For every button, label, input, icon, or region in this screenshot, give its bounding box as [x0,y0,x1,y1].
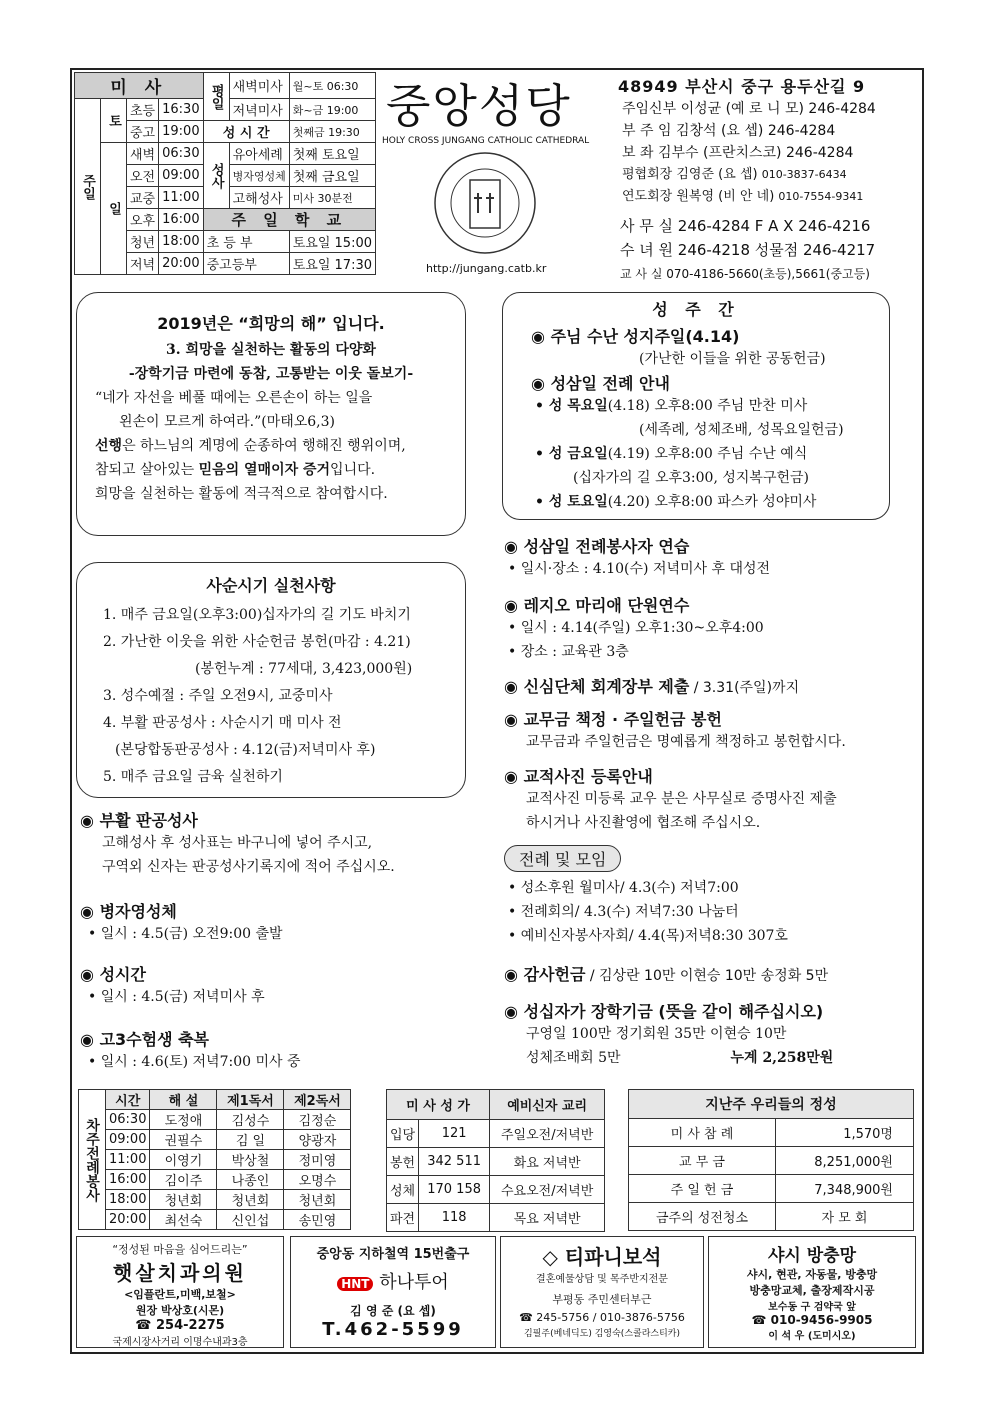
holy-week-title: 성 주 간 [652,300,740,319]
right-notices [504,534,904,1070]
scholarship-title: ◉ 성십자가 장학기금 (뜻을 같이 해주십시오) [504,1002,824,1021]
ad-name: 햇살치과의원 [113,1261,247,1285]
sun-mass-time: 18:00 [162,234,200,249]
lent-line: (본당합동판공성사 : 4.12(금)저녁미사 후) [115,742,376,758]
service-row: 06:30 도정애 김성수 김정순 [79,1110,351,1130]
cathedral-seal-icon [420,148,550,258]
service-header: 제1독서 [217,1090,284,1110]
weekday-mass-time: 화~금 19:00 [289,99,375,121]
sun-mass-name: 새벽 [127,143,159,164]
sun-mass-name: 교중 [127,187,159,208]
notice-title: ◉ 레지오 마리애 단원연수 [504,596,690,615]
ad-line: 보수동 구 검약국 앞 [768,1302,856,1313]
notice-line: 교적사진 미등록 교우 분은 사무실로 증명사진 제출 [526,791,837,807]
lent-practice-box [76,562,466,798]
holy-hour-label: 성 시 간 [203,121,289,143]
mass-schedule-table [74,72,376,275]
ad-tiffany-jewelry[interactable] [500,1236,704,1348]
church-name: 중앙성당 [386,79,572,133]
weekday-label: 평일 [203,73,229,121]
ad-line: 샤시, 현관, 자동물, 방충망 [746,1268,878,1281]
sat-mass-name: 중고 [127,121,159,142]
notice-title: ◉ 성시간 [80,965,146,984]
hymn-row: 입당 121 주일오전/저녁반 [387,1120,605,1148]
left-notices [80,808,470,1074]
church-subtitle: HOLY CROSS JUNGANG CATHOLIC CATHEDRAL [382,136,590,146]
ad-line: 중앙동 지하철역 15번출구 [316,1247,470,1262]
ad-hanatour[interactable] [290,1236,496,1348]
lent-line: 5. 매주 금요일 금육 실천하기 [103,769,283,785]
staff-list [622,98,876,208]
ad-line: 이 석 우 (도미시오) [768,1331,856,1342]
notice-title: ◉ 고3수험생 축복 [80,1030,210,1049]
notice-line: • 일시 : 4.14(주일) 오후1:30~오후4:00 [508,620,764,636]
hope-body: 희망을 실천하는 활동에 적극적으로 참여합시다. [95,486,388,502]
triduum-day: • 성 금요일(4.19) 오후8:00 주님 수난 예식 [535,446,808,462]
service-row: 16:00 김이주 나종인 오명수 [79,1170,351,1190]
hymn-row: 봉헌 342 511 화요 저녁반 [387,1148,605,1176]
ad-brand: HNT 하나투어 [291,1268,495,1294]
scholarship-line: 구영일 100만 정기회원 35만 이현승 10만 [526,1026,787,1042]
notice-line: • 일시·장소 : 4.10(수) 저녁미사 후 대성전 [508,561,771,577]
ad-line: 김 영 준 (요 셉) [350,1304,436,1318]
hope-year-box [76,292,466,536]
hope-body: 참되고 살아있는 믿음의 열매이자 증거입니다. [95,462,376,478]
school-time: 토요일 15:00 [289,231,375,253]
ad-name: 샤시 방충망 [767,1246,857,1266]
service-row: 09:00 권필수 김 일 양광자 [79,1130,351,1150]
offering-title: 지난주 우리들의 정성 [629,1090,914,1119]
sunday-school-header: 주 일 학 교 [203,209,375,231]
triduum-sub: (십자가의 길 오후3:00, 성지복구헌금) [573,470,809,486]
lent-title: 사순시기 실천사항 [206,576,336,595]
palm-sunday-sub: (가난한 이들을 위한 공동헌금) [639,351,826,367]
ad-line: 결혼예물상담 및 목주반지전문 [536,1274,668,1285]
hnt-logo-icon: HNT [337,1277,373,1291]
service-side-label: 차주전례봉사 [79,1090,106,1230]
offering-row: 미 사 참 례 1,570명 [629,1119,914,1147]
offering-row: 교 무 금 8,251,000원 [629,1147,914,1175]
staff-row: 연도회장 원복영 (비 안 네) 010-7554-9341 [622,189,864,204]
notice-line: 교무금과 주일헌금은 명예롭게 책정하고 봉헌합시다. [526,734,846,750]
weekday-mass-time: 월~토 06:30 [289,73,375,99]
service-header: 제2독서 [284,1090,351,1110]
notice-line: 하시거나 사진촬영에 협조해 주십시오. [526,815,761,831]
school-name: 초 등 부 [203,231,289,253]
hope-title: 2019년은 “희망의 해” 입니다. [157,314,385,333]
school-time: 토요일 17:30 [289,253,375,275]
notice-line: • 일시 : 4.6(토) 저녁7:00 미사 중 [88,1054,301,1070]
hymn-catechism-table [386,1089,605,1232]
meeting-line: • 성소후원 월미사/ 4.3(수) 저녁7:00 [508,880,739,896]
ad-line: 김필주(베네딕도) 김영숙(스콜라스티카) [523,1329,680,1339]
notice-title: ◉ 신심단체 회계장부 제출 / 3.31(주일)까지 [504,677,800,696]
staff-row: 평협회장 김영준 (요 셉) 010-3837-6434 [622,167,847,182]
service-row: 18:00 청년회 청년회 청년회 [79,1190,351,1210]
catechism-header: 예비신자 교리 [490,1090,605,1120]
lent-line: 1. 매주 금요일(오후3:00)십자가의 길 기도 바치기 [103,607,411,623]
sun-mass-time: 20:00 [162,256,200,271]
hymn-row: 성체 170 158 수요오전/저녁반 [387,1176,605,1204]
ad-phone: ☎ 010-9456-9905 [751,1313,873,1327]
sacrament-name: 고해성사 [229,187,289,209]
sun-mass-time: 11:00 [162,190,200,205]
staff-row: 부 주 임 김창석 (요 셉) 246-4284 [622,123,836,139]
sacrament-name: 병자영성체 [229,165,289,187]
sun-label: 일 [101,143,127,275]
ad-line: <임플란트,미백,보철> [124,1288,236,1301]
ad-line: “정성된 마음을 심어드리는” [112,1243,248,1256]
lent-line: (봉헌누계 : 77세대, 3,423,000원) [195,661,413,677]
sun-mass-name: 오전 [127,165,159,186]
sat-mass-time: 19:00 [162,124,200,139]
sacrament-time: 미사 30분전 [289,187,375,209]
meeting-line: • 전례회의/ 4.3(수) 저녁7:30 나눔터 [508,904,739,920]
school-name: 중고등부 [203,253,289,275]
notice-title: ◉ 교적사진 등록안내 [504,767,653,786]
ad-name: ◇ 티파니보석 [542,1245,662,1269]
church-url[interactable]: http://jungang.catb.kr [426,262,547,275]
sun-mass-time: 06:30 [162,146,200,161]
hope-quote: “네가 자선을 베풀 때에는 오른손이 하는 일을 [95,390,373,406]
offering-table [628,1089,914,1231]
office-phones [620,214,875,286]
sun-mass-name: 저녁 [127,253,159,274]
hope-quote: 왼손이 모르게 하여라.”(마태오6,3) [119,414,335,430]
sun-mass-name: 청년 [127,231,159,252]
thanks-offering: ◉ 감사헌금 / 김상란 10만 이현승 10만 송정화 5만 [504,965,829,984]
ad-phone: T.462-5599 [322,1319,464,1340]
notice-title: ◉ 교무금 책정 · 주일헌금 봉헌 [504,710,722,729]
sun-mass-time: 16:00 [162,212,200,227]
office-line: 사 무 실 246-4284 F A X 246-4216 [620,217,871,235]
holy-week-box [502,292,890,520]
sacraments-label: 성사 [203,143,229,209]
notice-title: ◉ 성삼일 전례봉사자 연습 [504,537,690,556]
offering-row: 금주의 성전청소 자 모 회 [629,1203,914,1231]
palm-sunday-title: ◉ 주님 수난 성지주일(4.14) [531,327,740,346]
notice-line: • 일시 : 4.5(금) 저녁미사 후 [88,989,265,1005]
holy-hour-time: 첫째금 19:30 [289,121,375,143]
church-address: 48949 부산시 중구 용두산길 9 [618,77,866,96]
notice-line: • 일시 : 4.5(금) 오전9:00 출발 [88,926,283,942]
service-header: 해 설 [150,1090,217,1110]
scholarship-line: 성체조배회 5만 누계 2,258만원 [526,1050,834,1066]
ad-line: 원장 박상호(시몬) [135,1304,225,1317]
weekday-mass-name: 새벽미사 [229,73,289,99]
notice-line: 구역외 신자는 판공성사기록지에 적어 주십시오. [102,859,395,875]
hymn-header: 미 사 성 가 [387,1090,490,1120]
sacrament-time: 첫째 금요일 [289,165,375,187]
triduum-sub: (세족례, 성체조배, 성목요일헌금) [639,422,844,438]
staff-row: 보 좌 김부수 (프란치스코) 246-4284 [622,145,854,161]
lent-line: 4. 부활 판공성사 : 사순시기 매 미사 전 [103,715,342,731]
diamond-icon: ◇ [542,1245,558,1269]
service-row: 20:00 최선숙 신인섭 송민영 [79,1210,351,1230]
offering-row: 주 일 헌 금 7,348,900원 [629,1175,914,1203]
sunday-label: 주일 [75,99,101,275]
ad-line: 국제시장사거리 이명수내과3층 [112,1337,248,1348]
ad-phone: ☎ 254-2275 [135,1318,225,1333]
mass-header: 미 사 [75,73,204,99]
sat-mass-time: 16:30 [162,102,200,117]
sun-mass-name: 오후 [127,209,159,230]
notice-line: 고해성사 후 성사표는 바구니에 넣어 주시고, [102,835,373,851]
meetings-title: 전례 및 모임 [504,845,621,872]
ad-line: 부평동 주민센터부근 [552,1293,652,1306]
hymn-row: 파견 118 목요 저녁반 [387,1204,605,1232]
ad-phone: ☎ 245-5756 / 010-3876-5756 [519,1311,685,1324]
ad-dental-clinic[interactable] [76,1236,284,1348]
triduum-day: • 성 목요일(4.18) 오후8:00 주님 만찬 미사 [535,398,808,414]
staff-row: 주임신부 이성균 (예 로 니 모) 246-4284 [622,101,876,117]
service-header: 시간 [106,1090,150,1110]
office-line: 교 사 실 070-4186-5660(초등),5661(중고등) [620,267,870,281]
hope-theme: -장학기금 마련에 동참, 고통받는 이웃 돌보기- [128,366,414,382]
sun-mass-time: 09:00 [162,168,200,183]
hope-subtitle: 3. 희망을 실천하는 활동의 다양화 [166,342,376,358]
sacrament-name: 유아세례 [229,143,289,165]
liturgy-service-table [78,1089,351,1230]
ad-sash-screen[interactable] [708,1236,916,1348]
hope-body: 선행은 하느님의 계명에 순종하여 행해진 행위이며, [95,438,406,454]
lent-line: 2. 가난한 이웃을 위한 사순헌금 봉헌(마감 : 4.21) [103,634,411,650]
office-line: 수 녀 원 246-4218 성물점 246-4217 [620,241,876,259]
lent-line: 3. 성수예절 : 주일 오전9시, 교중미사 [103,688,333,704]
sat-mass-name: 초등 [127,99,159,120]
notice-title: ◉ 병자영성체 [80,902,177,921]
meeting-line: • 예비신자봉사자회/ 4.4(목)저녁8:30 307호 [508,928,788,944]
ad-line: 방충망교체, 출장제작시공 [749,1284,875,1297]
notice-title: ◉ 부활 판공성사 [80,811,198,830]
notice-line: • 장소 : 교육관 3층 [508,644,629,660]
weekday-mass-name: 저녁미사 [229,99,289,121]
saturday-label: 토 [101,99,127,143]
sacrament-time: 첫째 토요일 [289,143,375,165]
service-row: 11:00 이영기 박상철 정미영 [79,1150,351,1170]
meetings-pill-wrap [504,845,904,872]
triduum-day: • 성 토요일(4.20) 오후8:00 파스카 성야미사 [535,494,817,510]
triduum-title: ◉ 성삼일 전례 안내 [531,374,670,393]
